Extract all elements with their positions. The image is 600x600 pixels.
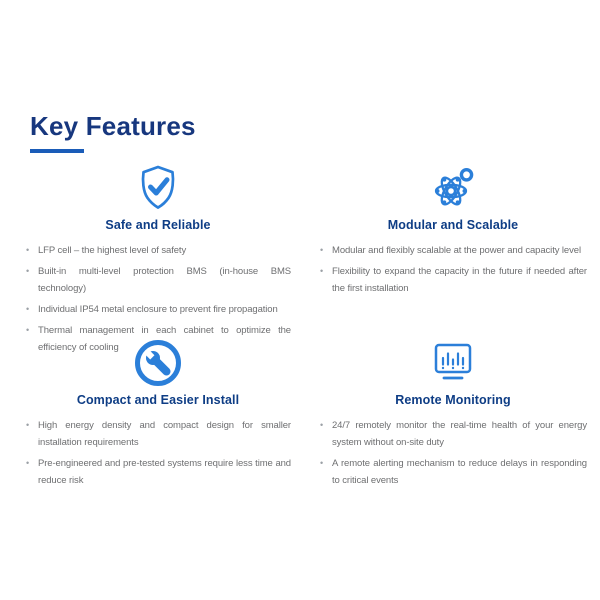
feature-bullet: • 24/7 remotely monitor the real-time health of your energy system without on-site duty	[319, 417, 587, 451]
feature-compact-install	[0, 335, 300, 493]
feature-modular-scalable	[300, 160, 600, 335]
feature-bullet: • LFP cell – the highest level of safety	[25, 242, 291, 259]
feature-bullet: • A remote alerting mechanism to reduce delays in responding to critical events	[319, 455, 587, 489]
feature-title: Remote Monitoring	[395, 393, 511, 407]
feature-bullet-list	[319, 417, 587, 489]
feature-remote-monitoring	[300, 335, 600, 493]
features-grid	[0, 160, 600, 493]
title-underline	[30, 149, 84, 153]
atom-icon	[319, 163, 587, 213]
feature-title: Modular and Scalable	[387, 218, 519, 232]
feature-bullet: • Flexibility to expand the capacity in the future if needed after the first installation	[319, 263, 587, 297]
feature-bullet-list	[319, 242, 587, 297]
feature-bullet: • Thermal management in each cabinet to optimize the efficiency of cooling	[25, 322, 291, 356]
feature-title: Safe and Reliable	[105, 218, 211, 232]
feature-bullet: • High energy density and compact design for smaller installation requirements	[25, 417, 291, 451]
feature-bullet: • Modular and flexibly scalable at the power and capacity level	[319, 242, 587, 259]
page-header	[30, 112, 196, 153]
page-title: Key Features	[30, 111, 196, 141]
feature-bullet: • Built-in multi-level protection BMS (in-house BMS technology)	[25, 263, 291, 297]
monitor-chart-icon	[319, 338, 587, 388]
feature-bullet-list	[25, 417, 291, 489]
feature-safe-reliable	[0, 160, 300, 353]
feature-bullet: • Pre-engineered and pre-tested systems require less time and reduce risk	[25, 455, 291, 489]
feature-bullet-list	[25, 242, 291, 356]
shield-check-icon	[25, 163, 291, 213]
feature-bullet: • Individual IP54 metal enclosure to prevent fire propagation	[25, 301, 291, 318]
feature-title: Compact and Easier Install	[76, 393, 240, 407]
